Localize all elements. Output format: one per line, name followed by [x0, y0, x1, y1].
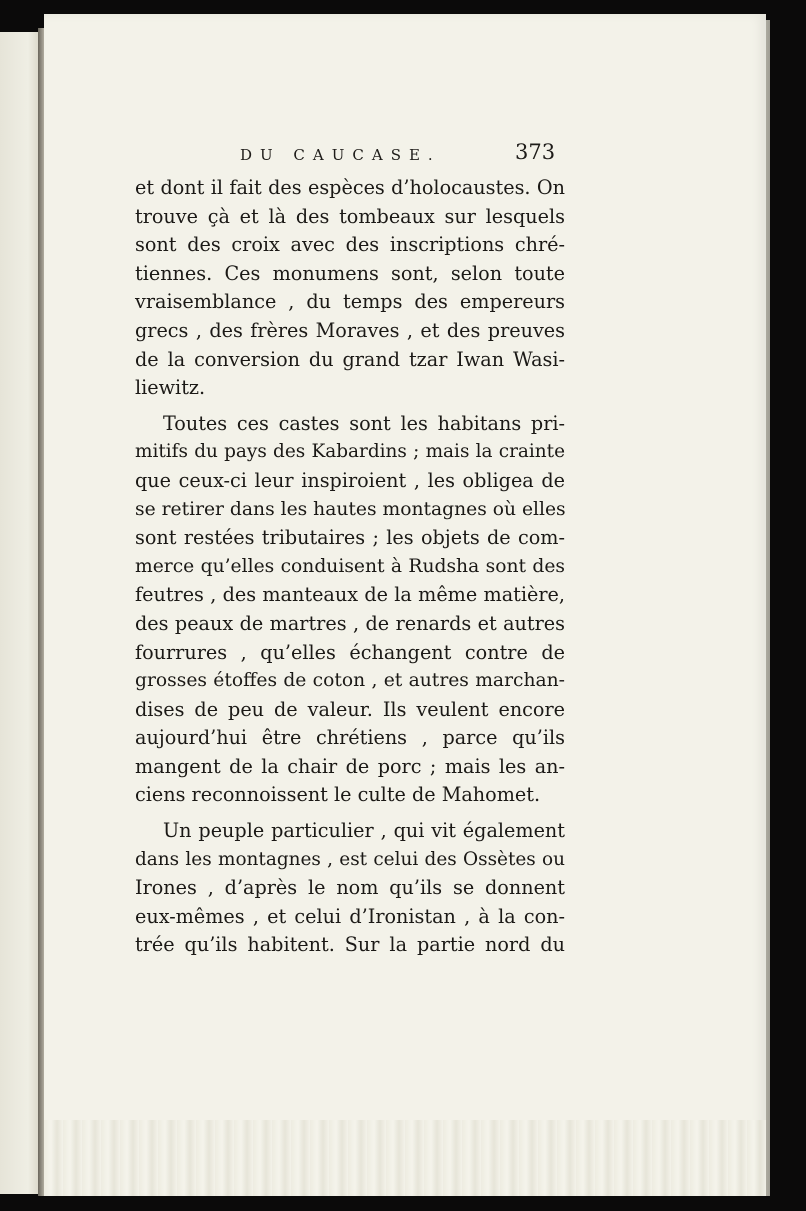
running-head-title: DU CAUCASE. — [240, 146, 441, 164]
text-line: merce qu’elles conduisent à Rudsha sont des — [135, 555, 565, 577]
text-line: sont des croix avec des inscriptions chré- — [135, 233, 565, 257]
paragraph-gap — [135, 403, 565, 410]
text-line: trée qu’ils habitent. Sur la partie nord du — [135, 933, 565, 957]
text-line: se retirer dans les hautes montagnes où elles — [135, 498, 566, 520]
text-line: ciens reconnoissent le culte de Mahomet. — [135, 783, 541, 807]
body-text — [135, 174, 565, 960]
text-line: aujourd’hui être chrétiens , parce qu’ils — [135, 726, 565, 750]
text-line: grosses étoffes de coton , et autres marchan- — [135, 670, 565, 692]
page-number: 373 — [515, 140, 556, 164]
text-line: mitifs du pays des Kabardins ; mais la crainte — [135, 441, 565, 463]
text-line: mangent de la chair de porc ; mais les an- — [135, 754, 565, 778]
text-line: dans les montagnes , est celui des Ossètes ou — [135, 848, 565, 870]
text-line: dises de peu de valeur. Ils veulent encore — [135, 697, 565, 721]
text-line: Toutes ces castes sont les habitans pri- — [163, 411, 565, 435]
text-line: feutres , des manteaux de la même matière, — [135, 583, 565, 607]
text-line: que ceux-ci leur inspiroient , les obligea de — [135, 468, 565, 492]
text-line: des peaux de martres , de renards et autres — [135, 611, 565, 635]
deckled-bottom-edge — [44, 1120, 766, 1196]
text-line: Un peuple particulier , qui vit également — [163, 819, 565, 843]
text-line: grecs , des frères Moraves , et des preuves — [135, 318, 565, 342]
text-line: tiennes. Ces monumens sont, selon toute — [135, 261, 565, 285]
text-line: sont restées tributaires ; les objets de com- — [135, 526, 565, 550]
text-line: et dont il fait des espèces d’holocaustes. On — [135, 176, 565, 199]
paragraph-gap — [135, 810, 565, 817]
text-line: liewitz. — [135, 376, 206, 400]
text-line: trouve çà et là des tombeaux sur lesquels — [135, 204, 565, 228]
text-line: eux-mêmes , et celui d’Ironistan , à la con- — [135, 904, 565, 928]
text-line: Irones , d’après le nom qu’ils se donnent — [135, 876, 565, 900]
facing-page-edge — [0, 32, 42, 1194]
text-line: de la conversion du grand tzar Iwan Wasi- — [135, 347, 565, 371]
text-line: fourrures , qu’elles échangent contre de — [135, 640, 565, 664]
text-line: vraisemblance , du temps des empereurs — [135, 290, 565, 314]
